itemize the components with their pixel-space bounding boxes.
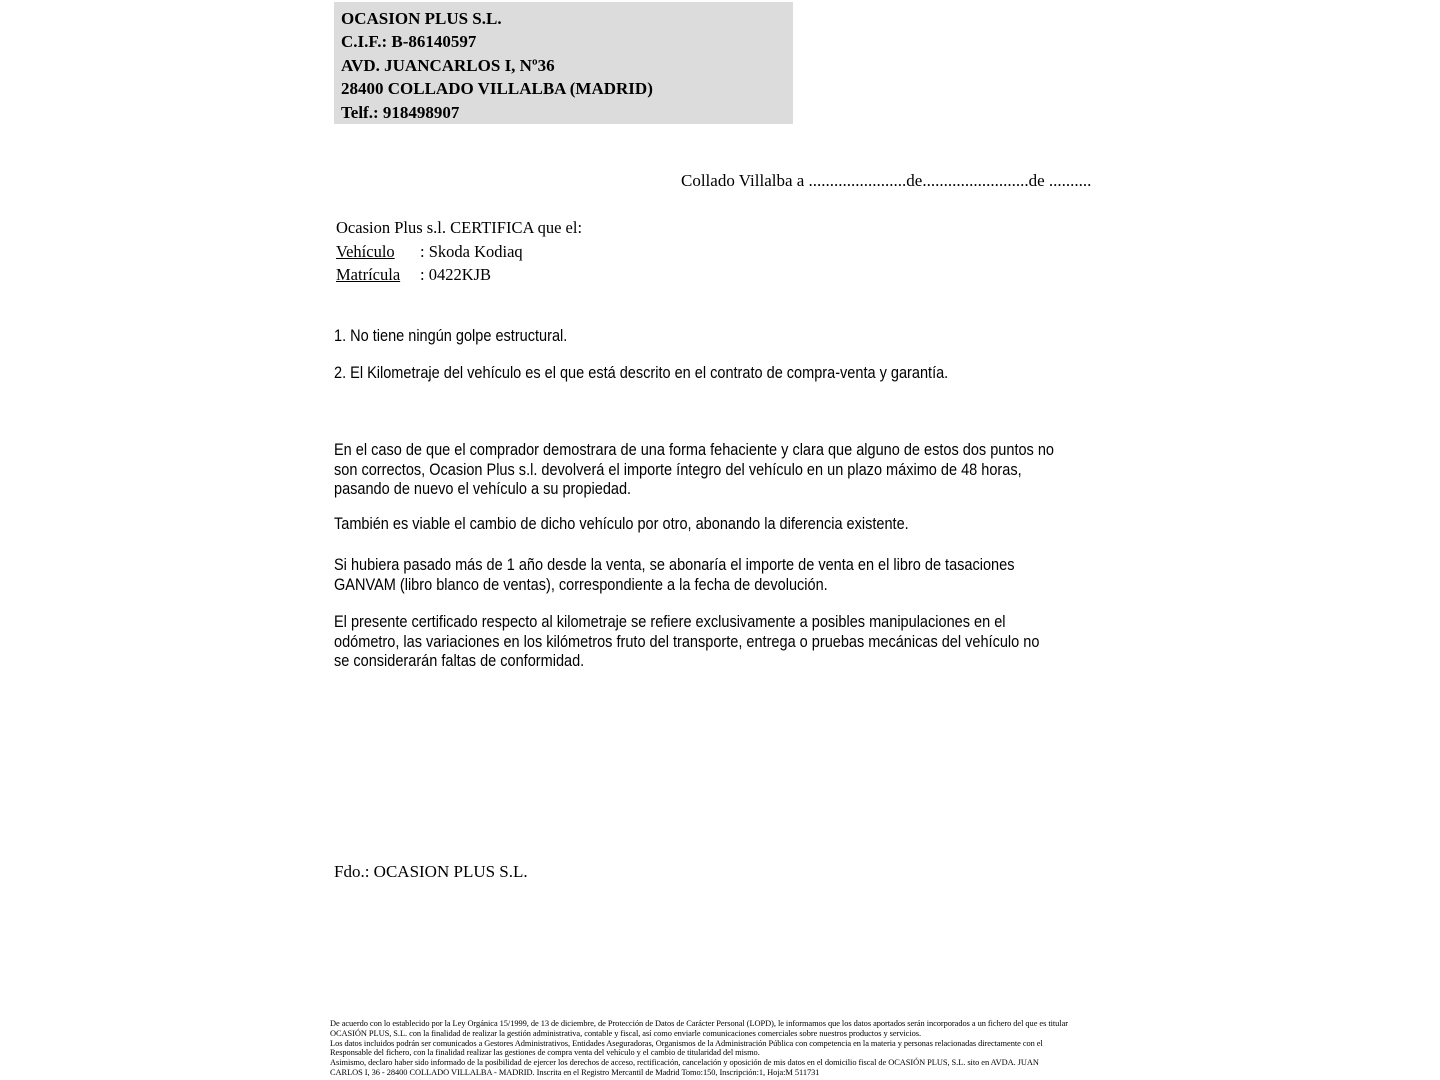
paragraph-line: En el caso de que el comprador demostrara de una forma fehaciente y clara que alguno de estos dos puntos no bbox=[334, 441, 1055, 459]
legal-line: CARLOS I, 36 - 28400 COLLADO VILLALBA - MADRID. Inscrita en el Registro Mercantil de Madrid Tomo:150, Inscripción:1, Hoja:M 511731 bbox=[330, 1067, 820, 1077]
vehicle-label: Vehículo bbox=[336, 241, 395, 261]
legal-line: OCASIÓN PLUS, S.L. con la finalidad de realizar la gestión administrativa, contable y fiscal, así como enviarle comunicaciones comerciales sobre nuestros productos y servicios. bbox=[330, 1028, 922, 1038]
paragraph-line: Si hubiera pasado más de 1 año desde la venta, se abonaría el importe de venta en el libro de tasaciones bbox=[334, 556, 1015, 574]
paragraph-refund bbox=[334, 441, 1054, 500]
company-address: AVD. JUANCARLOS I, Nº36 bbox=[341, 55, 555, 75]
legal-line: De acuerdo con lo establecido por la Ley Orgánica 15/1999, de 13 de diciembre, de Protección de Datos de Carácter Personal (LOPD), le informamos que los datos aportados serán incorporados a un fichero del que es titular bbox=[330, 1019, 1068, 1028]
company-name: OCASION PLUS S.L. bbox=[341, 9, 502, 28]
paragraph-odometer bbox=[334, 613, 1039, 672]
plate-field bbox=[336, 263, 582, 287]
company-city: 28400 COLLADO VILLALBA (MADRID) bbox=[341, 79, 653, 99]
paragraph-line: También es viable el cambio de dicho vehículo por otro, abonando la diferencia existente. bbox=[334, 515, 909, 533]
vehicle-field bbox=[336, 240, 582, 264]
paragraph-line: GANVAM (libro blanco de ventas), correspondiente a la fecha de devolución. bbox=[334, 575, 828, 594]
plate-value: : 0422KJB bbox=[420, 265, 492, 284]
certificate-intro: Ocasion Plus s.l. CERTIFICA que el: bbox=[336, 218, 583, 237]
paragraph-line: El presente certificado respecto al kilometraje se refiere exclusivamente a posibles manipulaciones en el bbox=[334, 613, 1006, 631]
certificate-block bbox=[336, 216, 582, 287]
signature-line: Fdo.: OCASION PLUS S.L. bbox=[334, 862, 528, 881]
vehicle-value: : Skoda Kodiaq bbox=[420, 241, 523, 261]
paragraph-line: son correctos, Ocasion Plus s.l. devolverá el importe íntegro del vehículo en un plazo máximo de 48 horas, bbox=[334, 460, 1022, 479]
company-header-box bbox=[334, 2, 793, 124]
date-line: Collado Villalba a .......................de.........................de .......... bbox=[681, 171, 1092, 190]
clause-1: 1. No tiene ningún golpe estructural. bbox=[334, 327, 568, 345]
paragraph-line: pasando de nuevo el vehículo a su propiedad. bbox=[334, 480, 632, 499]
legal-line: Responsable del fichero, con la finalidad realizar las gestiones de compra venta del vehículo y el cambio de titularidad del mismo. bbox=[330, 1048, 760, 1058]
plate-label: Matrícula bbox=[336, 265, 401, 284]
legal-line: Asimismo, declaro haber sido informado de la posibilidad de ejercer los derechos de acceso, rectificación, cancelación y oposición de mis datos en el domicilio fiscal de OCASIÓN PLUS, S.L. sito en AVDA. JUAN bbox=[330, 1058, 1039, 1068]
paragraph-line: odómetro, las variaciones en los kilómetros fruto del transporte, entrega o pruebas mecánicas del vehículo no bbox=[334, 632, 1040, 651]
legal-footer bbox=[330, 1019, 1068, 1078]
paragraph-exchange bbox=[334, 515, 909, 535]
company-cif: C.I.F.: B-86140597 bbox=[341, 32, 477, 52]
paragraph-ganvam bbox=[334, 556, 1014, 595]
legal-line: Los datos incluidos podrán ser comunicados a Gestores Administrativos, Entidades Aseguradoras, Organismos de la Administración Pública con competencia en la materia y personas relacionadas directamente con el bbox=[330, 1038, 1043, 1048]
paragraph-line: se considerarán faltas de conformidad. bbox=[334, 652, 585, 671]
clause-2: 2. El Kilometraje del vehículo es el que está descrito en el contrato de compra-venta y garantía. bbox=[334, 364, 949, 382]
company-phone: Telf.: 918498907 bbox=[341, 102, 460, 122]
